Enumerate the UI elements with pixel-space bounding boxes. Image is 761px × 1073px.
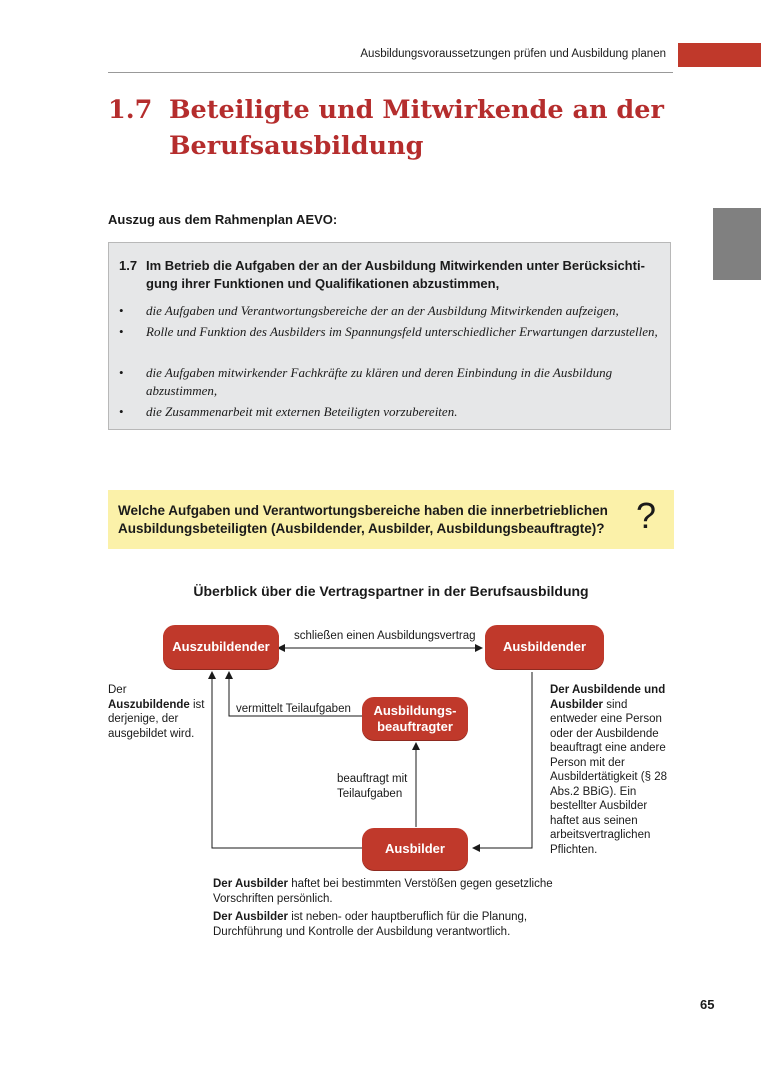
- bullet-glyph: •: [119, 324, 124, 339]
- node-ausbilder: Ausbilder: [362, 828, 468, 870]
- curriculum-item-title: Im Betrieb die Aufgaben der an der Ausbildung Mitwirkenden unter Berücksichtigung ihrer Funktionen und Qualifikationen abzustimmen,: [146, 258, 645, 291]
- note-ausbilder-verantwortung: [213, 910, 543, 939]
- node-ausbildungsbeauftragter: [362, 697, 468, 740]
- curriculum-goal-text: Rolle und Funktion des Ausbilders im Spannungsfeld unterschiedlicher Erwartungen darzustellen,: [146, 324, 658, 339]
- bullet-glyph: •: [119, 303, 124, 318]
- note-ausbilder2-bold: Der Ausbilder: [213, 911, 288, 923]
- curriculum-goal-text: die Aufgaben mitwirkender Fachkräfte zu klären und deren Einbindung in die Ausbildung abzustimmen,: [146, 365, 613, 398]
- running-header-title: Ausbildungsvoraussetzungen prüfen und Ausbildung planen: [360, 48, 666, 60]
- ausbildender-ausbilder-arrow: [473, 672, 532, 848]
- node-ausbildender: Ausbildender: [485, 625, 604, 669]
- note-ausbilder1-rest: haftet bei bestimmten Verstößen gegen gesetzliche Vorschriften persönlich.: [213, 878, 553, 905]
- curriculum-item-number: 1.7: [119, 258, 138, 273]
- chapter-title: Beteiligte und Mitwirkende an der Berufsausbildung: [169, 95, 664, 161]
- note-ausbilder1-bold: Der Ausbilder: [213, 878, 288, 890]
- diagram-title: Überblick über die Vertragspartner in der Berufsausbildung: [193, 583, 589, 599]
- bullet-glyph: •: [119, 365, 124, 380]
- edge-label-beauftragt: [337, 772, 415, 801]
- note-ausbilder2-rest: ist neben- oder hauptberuflich für die Planung, Durchführung und Kontrolle der Ausbildung verantwortlich.: [213, 911, 528, 938]
- chapter-number: 1.7: [108, 95, 153, 125]
- excerpt-label: Auszug aus dem Rahmenplan AEVO:: [108, 212, 338, 227]
- note-azubi-rest: ist derjenige, der ausgebildet wird.: [108, 698, 205, 740]
- edge-label-beauftragt-line1: beauftragt mit: [337, 773, 408, 785]
- edge-label-teilaufgaben: vermittelt Teilaufgaben: [236, 703, 351, 715]
- note-auszubildender: [108, 683, 210, 741]
- note-ausbilder-haftung: [213, 877, 563, 906]
- note-ausbildender-bold: Der Ausbildende und Ausbilder: [550, 684, 666, 711]
- edge-label-beauftragt-line2: Teilaufgaben: [337, 787, 403, 800]
- edge-label-vertrag: schließen einen Ausbildungsvertrag: [294, 630, 476, 642]
- node-beauftragter-line2: beauftragter: [377, 718, 453, 734]
- note-azubi-pre: Der: [108, 684, 127, 696]
- note-azubi-bold: Auszubildende: [108, 698, 190, 711]
- curriculum-goal-text: die Zusammenarbeit mit externen Beteiligten vorzubereiten.: [146, 404, 458, 419]
- ausbilder-azubi-arrow: [212, 672, 362, 848]
- curriculum-goal-text: die Aufgaben und Verantwortungsbereiche der an der Ausbildung Mitwirkenden aufzeigen,: [146, 303, 619, 318]
- question-text: Welche Aufgaben und Verantwortungsbereiche haben die innerbetrieblichen Ausbildungsbeteiligten (Ausbildender, Ausbilder, Ausbildungsbeauftragte)?: [118, 503, 608, 536]
- node-beauftragter-line1: Ausbildungs-: [373, 702, 457, 718]
- page-number: 65: [700, 997, 715, 1012]
- node-auszubildender: Auszubildender: [163, 625, 279, 669]
- note-ausbildender-rest: sind entweder eine Person oder der Ausbildende beauftragt eine andere Person mit der Ausbildertätigkeit (§ 28 Abs.2 BBiG). Ein bestellter Ausbilder haftet aus seinen arbeitsvertraglichen Pflichten.: [550, 698, 667, 856]
- note-ausbildender: [550, 683, 668, 857]
- bullet-glyph: •: [119, 404, 124, 419]
- question-mark-icon: ?: [636, 495, 657, 536]
